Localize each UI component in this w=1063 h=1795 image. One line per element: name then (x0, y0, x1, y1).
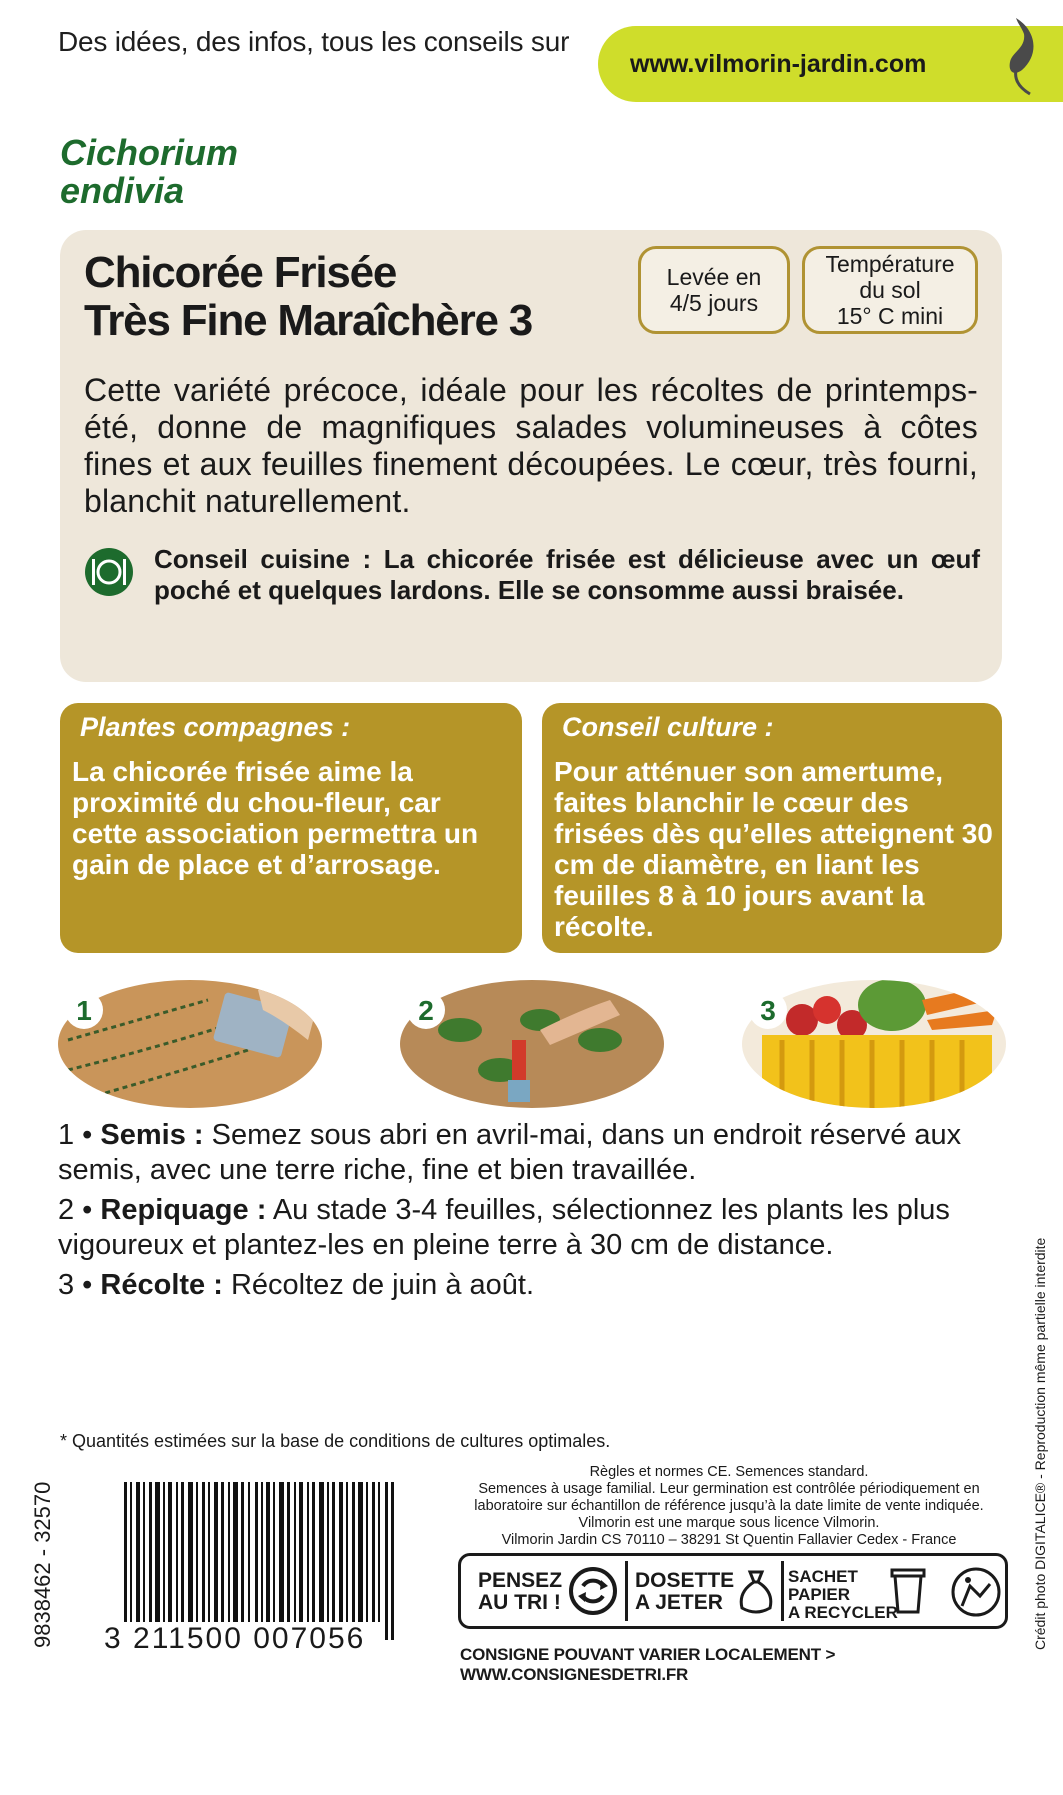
pod-line1: DOSETTE (635, 1569, 735, 1592)
footnote: * Quantités estimées sur la base de conditions de cultures optimales. (60, 1431, 611, 1451)
legal-notice (454, 1464, 1004, 1549)
companion-text: La chicorée frisée aime la proximité du chou-fleur, car cette association permettra un gain de place et d’arrosage. (72, 756, 479, 880)
divider (781, 1561, 784, 1621)
recycling-instructions: CONSIGNE POUVANT VARIER LOCALEMENT > WWW.CONSIGNESDETRI.FR (460, 1645, 836, 1684)
barcode-number: 3 211500 007056 (100, 1622, 369, 1656)
product-code: 9838462 - 32570 (30, 1481, 55, 1648)
sorting-line2: AU TRI ! (478, 1591, 561, 1614)
harvest-basket-illustration (742, 980, 1006, 1108)
recycling-bin-icon (888, 1566, 928, 1616)
temperature-badge-line1: Température (825, 251, 955, 277)
product-title-line1: Chicorée Frisée (84, 248, 397, 297)
culture-heading: Conseil culture : (562, 712, 774, 742)
pod-line2: A JETER (635, 1591, 723, 1614)
step-label: Récolte : (100, 1269, 223, 1301)
illustration-number-1: 1 (76, 995, 92, 1026)
website-link[interactable]: www.vilmorin-jardin.com (630, 50, 927, 78)
latin-name (60, 134, 238, 210)
legal-line4: Vilmorin Jardin CS 70110 – 38291 St Quentin Fallavier Cedex - France (501, 1532, 957, 1548)
product-description: Cette variété précoce, idéale pour les récoltes de printemps-été, donne de magnifiques salades volumineuses à côtes fines et aux feuilles finement découpées. Le cœur, très fourni, blanchit naturellement. (84, 372, 978, 519)
sachet-line1: SACHET (788, 1567, 858, 1586)
barcode-icon (124, 1482, 394, 1640)
plate-cutlery-icon (84, 547, 134, 597)
companion-heading: Plantes compagnes : (80, 712, 351, 742)
step-text: Récoltez de juin à août. (230, 1269, 535, 1301)
step-harvest (58, 1268, 1008, 1303)
germination-badge (638, 246, 790, 334)
germination-badge-line2: 4/5 jours (669, 290, 759, 316)
cuisine-tip: Conseil cuisine : La chicorée frisée est délicieuse avec un œuf poché et quelques lardons. Elle se consomme aussi braisée. (154, 544, 980, 605)
photo-credit: Crédit photo DIGITALICE® - Reproduction même partielle interdite (1032, 1237, 1048, 1650)
legal-line3: Vilmorin est une marque sous licence Vilmorin. (578, 1515, 880, 1531)
illustration-number-2: 2 (418, 995, 434, 1026)
latin-name-line1: Cichorium (60, 132, 239, 173)
step-number: 2 • (58, 1194, 93, 1226)
legal-line2: Semences à usage familial. Leur germination est contrôlée périodiquement en laboratoire sur échantillon de référence jusqu’à la date limite de vente indiquée. (474, 1481, 984, 1514)
latin-name-line2: endivia (60, 170, 185, 211)
product-title (84, 249, 532, 345)
sachet-line3: A RECYCLER (788, 1603, 898, 1622)
divider (625, 1561, 628, 1621)
paper-sachet-recycle (788, 1568, 898, 1622)
triman-icon (950, 1566, 1002, 1618)
illustration-number-3: 3 (760, 995, 776, 1026)
product-title-line2: Très Fine Maraîchère 3 (84, 296, 533, 345)
step-label: Semis : (100, 1119, 204, 1151)
temperature-badge-line3: 15° C mini (836, 303, 944, 329)
step-number: 1 • (58, 1119, 93, 1151)
pod-disposal (635, 1570, 734, 1614)
temperature-badge-line2: du sol (859, 277, 921, 303)
vilmorin-leaf-icon (986, 14, 1044, 98)
sorting-reminder (478, 1570, 562, 1614)
sowing-illustration (58, 980, 322, 1108)
step-sowing (58, 1118, 1008, 1188)
transplanting-illustration (400, 980, 664, 1108)
culture-text: Pour atténuer son amertume, faites blanchir le cœur des frisées dès qu’elles atteignent 30 cm de diamètre, en liant les feuilles 8 à 10 jours avant la récolte. (554, 756, 993, 942)
step-number: 3 • (58, 1269, 93, 1301)
header-tagline: Des idées, des infos, tous les conseils sur (58, 26, 570, 57)
temperature-badge (802, 246, 978, 334)
trash-bag-icon (736, 1568, 776, 1616)
germination-badge-line1: Levée en (666, 264, 762, 290)
sorting-line1: PENSEZ (478, 1569, 563, 1592)
step-text: Au stade 3-4 feuilles, sélectionnez les plants les plus vigoureux et plantez-les en pleine terre à 30 cm de distance. (58, 1194, 950, 1261)
sachet-line2: PAPIER (788, 1585, 851, 1604)
step-text: Semez sous abri en avril-mai, dans un endroit réservé aux semis, avec une terre riche, fine et bien travaillée. (58, 1119, 962, 1186)
step-transplanting (58, 1193, 1008, 1263)
step-label: Repiquage : (100, 1194, 267, 1226)
legal-line1: Règles et normes CE. Semences standard. (589, 1464, 869, 1480)
recycle-arrows-icon (568, 1566, 618, 1616)
